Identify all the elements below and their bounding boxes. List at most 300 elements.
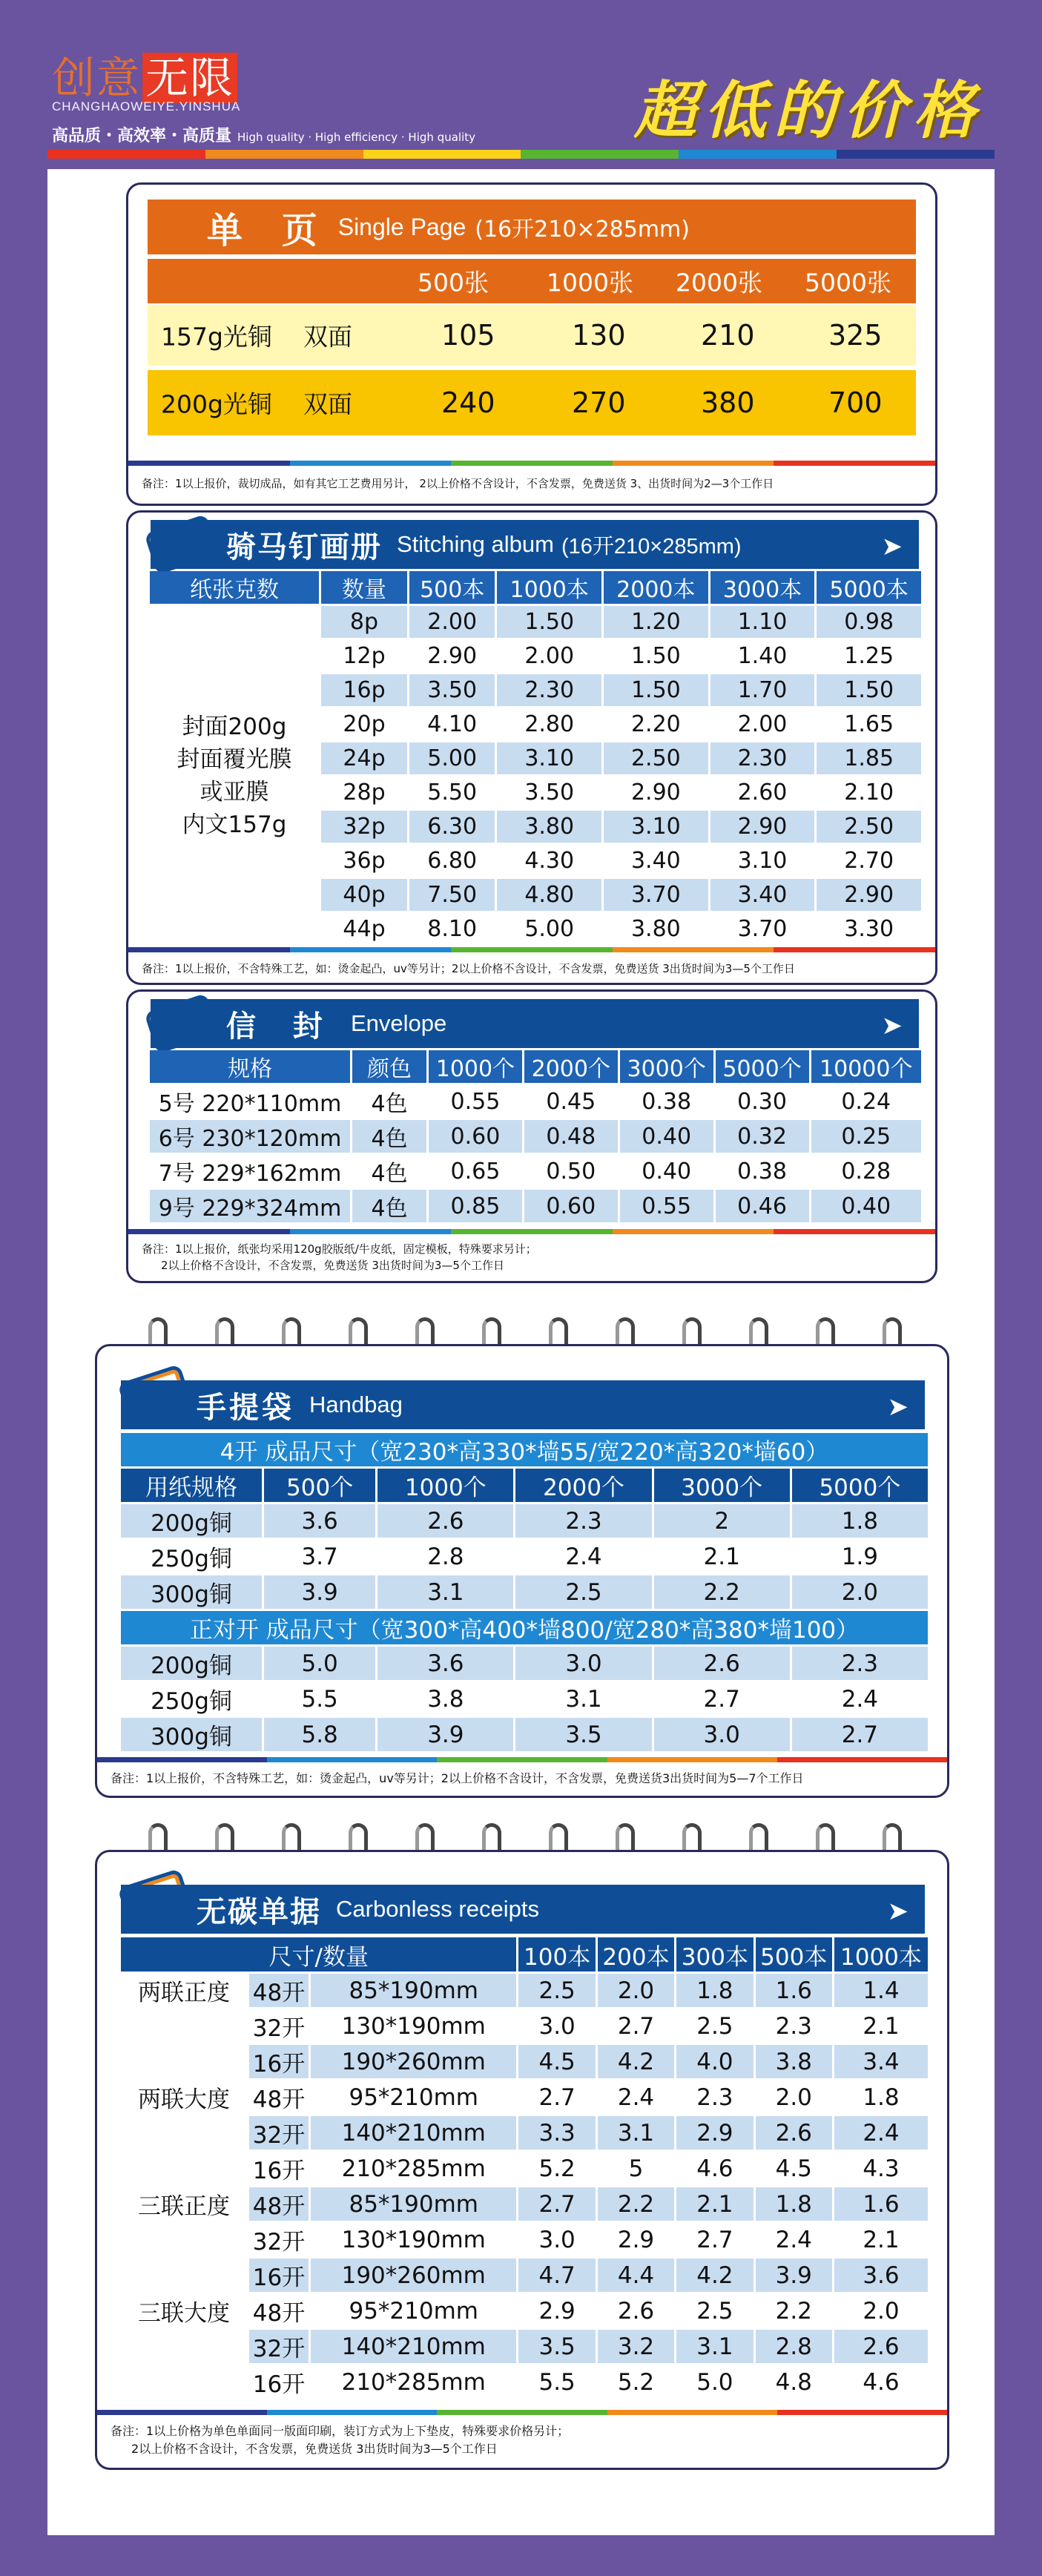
single-page-header xyxy=(148,200,916,254)
price-cell: 0.24 xyxy=(811,1085,922,1118)
paper-spec-line: 封面200g xyxy=(182,713,287,740)
price-cell: 3.50 xyxy=(409,674,495,706)
format-cell: 48开 xyxy=(249,1974,309,2007)
color-stripe xyxy=(97,2410,947,2415)
price-cell: 2.00 xyxy=(710,708,815,740)
price-cell: 0.30 xyxy=(716,1085,809,1118)
price-cell: 2.00 xyxy=(497,640,601,672)
col-header: 规格 xyxy=(150,1050,350,1083)
table-row xyxy=(121,1718,928,1751)
table-row xyxy=(121,2116,928,2150)
price-cell: 2.4 xyxy=(834,2116,928,2150)
price-cell: 3.6 xyxy=(377,1647,513,1680)
price-cell: 3.4 xyxy=(834,2045,928,2078)
form-type-cell xyxy=(121,2045,247,2078)
envelope-header xyxy=(151,999,919,1048)
table-row xyxy=(121,2009,928,2043)
logo-main-text: 创意 xyxy=(52,53,142,103)
price-cell: 3.6 xyxy=(834,2259,928,2292)
col-header: 纸张克数 xyxy=(150,571,319,604)
dimension-cell: 130*190mm xyxy=(311,2223,516,2256)
single-page-size: (16开210×285mm) xyxy=(475,217,690,243)
price-cell: 0.48 xyxy=(524,1120,618,1153)
price-cell: 2.2 xyxy=(654,1575,790,1609)
format-cell: 16开 xyxy=(249,2045,309,2078)
envelope-size-cell: 7号 229*162mm xyxy=(150,1155,350,1187)
price-cell: 1.25 xyxy=(817,640,921,672)
price-cell: 2.3 xyxy=(792,1647,928,1680)
price-cell: 3.0 xyxy=(518,2223,595,2256)
col-header: 用纸规格 xyxy=(121,1469,262,1502)
price-cell: 2.4 xyxy=(756,2223,832,2256)
price-cell: 3.5 xyxy=(518,2330,595,2363)
col-header: 3000个 xyxy=(654,1469,790,1502)
dimension-cell: 140*210mm xyxy=(311,2330,516,2363)
table-row xyxy=(121,2223,928,2256)
envelope-title-en: Envelope xyxy=(350,1010,447,1036)
price-cell: 2.8 xyxy=(377,1540,513,1573)
single-page-row-157g xyxy=(148,305,916,366)
table-row xyxy=(121,1575,928,1609)
dimension-cell: 140*210mm xyxy=(311,2116,516,2150)
price-cell: 2.20 xyxy=(604,708,708,740)
price-cell: 5.2 xyxy=(598,2365,674,2399)
price-cell: 2.5 xyxy=(515,1575,651,1609)
price-cell: 2.6 xyxy=(834,2330,928,2363)
table-row xyxy=(121,1974,928,2007)
single-page-card xyxy=(126,182,937,506)
price-cell: 1.8 xyxy=(834,2081,928,2114)
col-header: 5000个 xyxy=(792,1469,928,1502)
envelope-note-2: 2以上价格不含设计，不含发票，免费送货 3出货时间为3—5个工作日 xyxy=(161,1259,504,1272)
price-cell: 2.4 xyxy=(515,1540,651,1573)
form-type-cell xyxy=(121,2330,247,2363)
format-cell: 16开 xyxy=(249,2259,309,2292)
price-cell: 3.40 xyxy=(710,879,815,911)
price-cell: 5.00 xyxy=(409,742,495,774)
price-cell: 2.4 xyxy=(598,2081,674,2114)
col-header: 500本 xyxy=(409,571,495,604)
price-cell: 3.70 xyxy=(604,879,708,911)
price-cell: 1.8 xyxy=(756,2187,832,2221)
header-color-bar xyxy=(47,150,995,159)
price-cell: 4.4 xyxy=(598,2259,674,2292)
col-header: 3000本 xyxy=(710,571,815,604)
page-count-cell: 12p xyxy=(321,640,407,672)
dimension-cell: 190*260mm xyxy=(311,2045,516,2078)
table-row xyxy=(121,2187,928,2221)
price-cell: 2.6 xyxy=(598,2294,674,2328)
col-header: 200本 xyxy=(598,1937,674,1971)
price-cell: 3.8 xyxy=(377,1682,513,1716)
price-cell: 1.65 xyxy=(817,708,921,740)
price-cell: 2.10 xyxy=(817,777,921,808)
price-cell: 2.60 xyxy=(710,777,815,808)
tagline-title: 超低的价格 xyxy=(633,73,983,147)
price-cell: 1.50 xyxy=(604,640,708,672)
col-header: 500本 xyxy=(756,1937,832,1971)
paper-spec-cell: 200g铜 xyxy=(121,1647,262,1680)
dimension-cell: 85*190mm xyxy=(311,2187,516,2221)
price-cell: 3.3 xyxy=(518,2116,595,2150)
price-cell: 2.3 xyxy=(676,2081,753,2114)
dimension-cell: 210*285mm xyxy=(311,2365,516,2399)
table-row xyxy=(121,2330,928,2363)
price-cell: 5.00 xyxy=(497,913,601,945)
price-cell: 3.1 xyxy=(676,2330,753,2363)
dimension-cell: 130*190mm xyxy=(311,2009,516,2043)
color-cell: 4色 xyxy=(352,1085,426,1118)
price-cell: 3.80 xyxy=(604,913,708,945)
price-cell: 2.0 xyxy=(756,2081,832,2114)
price-cell: 5.0 xyxy=(676,2365,753,2399)
price-cell: 2.6 xyxy=(377,1504,513,1538)
price-cell: 210 xyxy=(701,319,755,352)
price-cell: 3.8 xyxy=(756,2045,832,2078)
color-cell: 4色 xyxy=(352,1155,426,1187)
price-cell: 3.9 xyxy=(264,1575,375,1609)
price-cell: 2.90 xyxy=(409,640,495,672)
price-cell: 2.70 xyxy=(817,845,921,877)
price-cell: 6.30 xyxy=(409,811,495,843)
price-cell: 3.1 xyxy=(515,1682,651,1716)
carbonless-table xyxy=(119,1935,930,2401)
envelope-title-zh: 信 封 xyxy=(226,1009,336,1044)
price-cell: 3.70 xyxy=(710,913,815,945)
price-cell: 130 xyxy=(572,319,626,352)
single-page-title-en: Single Page xyxy=(337,213,466,240)
paper-spec-cell: 250g铜 xyxy=(121,1682,262,1716)
form-type-cell: 三联大度 xyxy=(121,2294,247,2328)
col-header: 数量 xyxy=(321,571,407,604)
format-cell: 32开 xyxy=(249,2330,309,2363)
slogan-zh: 高品质・高效率・高质量 xyxy=(52,127,232,145)
price-cell: 4.80 xyxy=(497,879,601,911)
price-cell: 0.45 xyxy=(524,1085,618,1118)
handbag-header xyxy=(121,1380,925,1429)
color-stripe xyxy=(128,461,935,466)
page-count-cell: 24p xyxy=(321,742,407,774)
price-cell: 2.6 xyxy=(654,1647,790,1680)
page-count-cell: 20p xyxy=(321,708,407,740)
logo-subtitle: CHANGHAOWEIYE.YINSHUA xyxy=(52,99,241,113)
form-type-cell xyxy=(121,2259,247,2292)
page-count-cell: 16p xyxy=(321,674,407,706)
price-cell: 2.00 xyxy=(409,606,495,638)
price-cell: 270 xyxy=(572,386,626,419)
price-cell: 5.0 xyxy=(264,1647,375,1680)
envelope-size-cell: 5号 220*110mm xyxy=(150,1085,350,1118)
cursor-icon: ➤ xyxy=(881,532,903,561)
page-count-cell: 8p xyxy=(321,606,407,638)
price-cell: 2.90 xyxy=(710,811,815,843)
form-type-cell xyxy=(121,2116,247,2150)
price-cell: 2.2 xyxy=(756,2294,832,2328)
price-cell: 0.65 xyxy=(429,1155,522,1187)
price-cell: 2.1 xyxy=(676,2187,753,2221)
paper-type: 200g光铜 xyxy=(161,389,272,419)
brand-slogan xyxy=(52,123,475,146)
price-cell: 2.5 xyxy=(676,2009,753,2043)
col-header: 500个 xyxy=(264,1469,375,1502)
paper-spec-line: 封面覆光膜 xyxy=(177,745,292,773)
col-500: 500张 xyxy=(418,268,489,297)
price-cell: 2.1 xyxy=(654,1540,790,1573)
handbag-note: 备注：1以上报价，不含特殊工艺，如：烫金起凸，uv等另计；2以上价格不含设计，不含发票，免费送货3出货时间为5—7个工作日 xyxy=(111,1771,804,1785)
price-cell: 5.2 xyxy=(518,2152,595,2185)
price-cell: 3.50 xyxy=(497,777,601,808)
print-side: 双面 xyxy=(303,322,352,352)
price-cell: 2.9 xyxy=(598,2223,674,2256)
paper-spec-cell: 200g铜 xyxy=(121,1504,262,1538)
price-cell: 1.40 xyxy=(710,640,815,672)
color-cell: 4色 xyxy=(352,1120,426,1153)
stitching-size: (16开210×285mm) xyxy=(561,534,742,559)
price-cell: 0.40 xyxy=(620,1120,713,1153)
col-header: 2000本 xyxy=(604,571,708,604)
price-cell: 1.70 xyxy=(710,674,815,706)
paper-spec-cell: 300g铜 xyxy=(121,1575,262,1609)
paper-spec-cell xyxy=(150,606,319,945)
cursor-icon: ➤ xyxy=(887,1392,909,1422)
single-page-note: 备注：1以上报价，裁切成品，如有其它工艺费用另计， 2以上价格不含设计，不含发票，免费送货 3、出货时间为2—3个工作日 xyxy=(142,477,774,490)
col-header: 3000个 xyxy=(620,1050,713,1083)
form-type-cell: 三联正度 xyxy=(121,2187,247,2221)
dimension-cell: 85*190mm xyxy=(311,1974,516,2007)
price-cell: 3.40 xyxy=(604,845,708,877)
price-cell: 5.8 xyxy=(264,1718,375,1751)
price-cell: 2.6 xyxy=(756,2116,832,2150)
page-count-cell: 28p xyxy=(321,777,407,808)
format-cell: 48开 xyxy=(249,2081,309,2114)
table-row xyxy=(150,1190,921,1222)
price-cell: 1.8 xyxy=(676,1974,753,2007)
price-cell: 1.6 xyxy=(834,2187,928,2221)
price-cell: 1.20 xyxy=(604,606,708,638)
col-header: 1000本 xyxy=(497,571,601,604)
stitching-note: 备注：1以上报价，不含特殊工艺，如：烫金起凸，uv等另计；2以上价格不含设计，不含发票，免费送货 3出货时间为3—5个工作日 xyxy=(142,962,795,975)
price-cell: 0.55 xyxy=(620,1190,713,1222)
price-cell: 7.50 xyxy=(409,879,495,911)
brand-logo xyxy=(52,43,237,105)
single-page-title-zh: 单 页 xyxy=(207,209,331,251)
price-cell: 0.40 xyxy=(811,1190,922,1222)
stitching-table xyxy=(148,569,923,947)
page-count-cell: 32p xyxy=(321,811,407,843)
price-cell: 0.28 xyxy=(811,1155,922,1187)
col-header: 尺寸/数量 xyxy=(121,1937,516,1971)
form-type-cell xyxy=(121,2152,247,2185)
price-cell: 240 xyxy=(441,386,495,419)
price-cell: 2.80 xyxy=(497,708,601,740)
col-header: 颜色 xyxy=(352,1050,426,1083)
carbonless-title-en: Carbonless receipts xyxy=(336,1896,539,1922)
price-cell: 3.10 xyxy=(604,811,708,843)
carbonless-note-1: 备注：1以上价格为单色单面同一版面印刷，装订方式为上下垫皮，特殊要求价格另计； xyxy=(111,2424,570,2438)
price-cell: 0.60 xyxy=(524,1190,618,1222)
cursor-icon: ➤ xyxy=(887,1897,909,1926)
handbag-title-en: Handbag xyxy=(309,1391,403,1417)
price-cell: 5.50 xyxy=(409,777,495,808)
price-cell: 2.7 xyxy=(518,2081,595,2114)
col-header: 2000个 xyxy=(515,1469,651,1502)
price-cell: 2.7 xyxy=(676,2223,753,2256)
col-header: 300本 xyxy=(676,1937,753,1971)
price-cell: 4.5 xyxy=(518,2045,595,2078)
table-row xyxy=(121,1682,928,1716)
price-cell: 5 xyxy=(598,2152,674,2185)
price-cell: 4.6 xyxy=(834,2365,928,2399)
price-cell: 2.5 xyxy=(676,2294,753,2328)
table-row xyxy=(121,2259,928,2292)
col-2000: 2000张 xyxy=(676,268,762,297)
logo-highlight-text: 无限 xyxy=(142,53,237,103)
format-cell: 16开 xyxy=(249,2152,309,2185)
price-cell: 1.10 xyxy=(710,606,815,638)
price-cell: 3.2 xyxy=(598,2330,674,2363)
price-cell: 2.9 xyxy=(676,2116,753,2150)
price-cell: 2.3 xyxy=(515,1504,651,1538)
table-row xyxy=(150,606,921,638)
price-cell: 0.40 xyxy=(620,1155,713,1187)
color-stripe xyxy=(128,947,935,952)
stitching-header xyxy=(151,520,919,569)
stitching-title-en: Stitching album xyxy=(397,531,554,557)
price-cell: 3.0 xyxy=(654,1718,790,1751)
col-header: 1000本 xyxy=(834,1937,928,1971)
price-cell: 3.6 xyxy=(264,1504,375,1538)
price-cell: 2.8 xyxy=(756,2330,832,2363)
handbag-title-zh: 手提袋 xyxy=(197,1390,294,1425)
price-cell: 700 xyxy=(828,386,883,419)
dimension-cell: 210*285mm xyxy=(311,2152,516,2185)
price-cell: 6.80 xyxy=(409,845,495,877)
price-cell: 0.38 xyxy=(620,1085,713,1118)
handbag-size-4k: 4开 成品尺寸（宽230*高330*墙55/宽220*高320*墙60） xyxy=(121,1433,928,1466)
table-row xyxy=(150,1120,921,1153)
price-cell: 2.50 xyxy=(604,742,708,774)
format-cell: 48开 xyxy=(249,2187,309,2221)
paper-spec-cell: 300g铜 xyxy=(121,1718,262,1751)
price-cell: 4.2 xyxy=(676,2259,753,2292)
price-cell: 0.98 xyxy=(817,606,921,638)
price-cell: 3.30 xyxy=(817,913,921,945)
format-cell: 16开 xyxy=(249,2365,309,2399)
price-cell: 2.30 xyxy=(497,674,601,706)
price-cell: 4.0 xyxy=(676,2045,753,2078)
col-header: 5000本 xyxy=(817,571,921,604)
price-cell: 3.9 xyxy=(377,1718,513,1751)
price-cell: 2.7 xyxy=(654,1682,790,1716)
price-cell: 1.6 xyxy=(756,1974,832,2007)
table-row xyxy=(121,1504,928,1538)
form-type-cell xyxy=(121,2365,247,2399)
col-header: 10000个 xyxy=(811,1050,922,1083)
carbonless-header xyxy=(121,1885,925,1934)
dimension-cell: 95*210mm xyxy=(311,2294,516,2328)
page-count-cell: 40p xyxy=(321,879,407,911)
format-cell: 32开 xyxy=(249,2223,309,2256)
price-cell: 4.30 xyxy=(497,845,601,877)
col-header: 5000个 xyxy=(716,1050,809,1083)
price-cell: 2.30 xyxy=(710,742,815,774)
price-cell: 4.10 xyxy=(409,708,495,740)
dimension-cell: 190*260mm xyxy=(311,2259,516,2292)
price-cell: 2.0 xyxy=(598,1974,674,2007)
price-cell: 2.0 xyxy=(792,1575,928,1609)
price-cell: 3.80 xyxy=(497,811,601,843)
col-5000: 5000张 xyxy=(805,268,891,297)
price-cell: 2.9 xyxy=(518,2294,595,2328)
price-cell: 2.1 xyxy=(834,2009,928,2043)
color-cell: 4色 xyxy=(352,1190,426,1222)
price-cell: 4.2 xyxy=(598,2045,674,2078)
table-row xyxy=(121,2294,928,2328)
price-cell: 2.7 xyxy=(518,2187,595,2221)
envelope-table xyxy=(148,1048,923,1225)
page-count-cell: 44p xyxy=(321,913,407,945)
price-cell: 2.90 xyxy=(604,777,708,808)
stitching-title-zh: 骑马钉画册 xyxy=(226,530,382,564)
col-1000: 1000张 xyxy=(547,268,633,297)
envelope-size-cell: 9号 229*324mm xyxy=(150,1190,350,1222)
price-cell: 0.38 xyxy=(716,1155,809,1187)
price-cell: 3.0 xyxy=(518,2009,595,2043)
price-cell: 1.50 xyxy=(604,674,708,706)
handbag-card xyxy=(95,1344,949,1798)
price-cell: 4.7 xyxy=(518,2259,595,2292)
cursor-icon: ➤ xyxy=(881,1011,903,1041)
price-cell: 2.2 xyxy=(598,2187,674,2221)
price-cell: 4.3 xyxy=(834,2152,928,2185)
dimension-cell: 95*210mm xyxy=(311,2081,516,2114)
carbonless-card xyxy=(95,1850,949,2470)
price-cell: 3.1 xyxy=(377,1575,513,1609)
price-cell: 1.50 xyxy=(817,674,921,706)
price-cell: 4.8 xyxy=(756,2365,832,2399)
price-cell: 3.10 xyxy=(497,742,601,774)
col-header: 1000个 xyxy=(377,1469,513,1502)
price-cell: 2.5 xyxy=(518,1974,595,2007)
format-cell: 32开 xyxy=(249,2116,309,2150)
carbonless-note-2: 2以上价格不含设计，不含发票，免费送货 3出货时间为3—5个工作日 xyxy=(131,2442,498,2456)
price-cell: 2.0 xyxy=(834,2294,928,2328)
price-cell: 0.60 xyxy=(429,1120,522,1153)
price-cell: 3.10 xyxy=(710,845,815,877)
handbag-size-duikai: 正对开 成品尺寸（宽300*高400*墙800/宽280*高380*墙100） xyxy=(121,1611,928,1644)
single-page-row-200g xyxy=(148,370,916,435)
price-cell: 2.7 xyxy=(792,1718,928,1751)
price-cell: 0.46 xyxy=(716,1190,809,1222)
handbag-table xyxy=(119,1431,930,1753)
price-cell: 105 xyxy=(441,319,495,352)
table-row xyxy=(121,2045,928,2078)
price-cell: 2.1 xyxy=(834,2223,928,2256)
price-cell: 2.3 xyxy=(756,2009,832,2043)
price-cell: 0.55 xyxy=(429,1085,522,1118)
col-header: 1000个 xyxy=(429,1050,522,1083)
page-count-cell: 36p xyxy=(321,845,407,877)
single-page-column-header xyxy=(148,259,916,303)
price-cell: 4.6 xyxy=(676,2152,753,2185)
price-cell: 1.85 xyxy=(817,742,921,774)
price-cell: 0.32 xyxy=(716,1120,809,1153)
price-cell: 2.50 xyxy=(817,811,921,843)
envelope-card xyxy=(126,989,937,1283)
price-cell: 8.10 xyxy=(409,913,495,945)
price-cell: 325 xyxy=(828,319,883,352)
table-row xyxy=(121,1647,928,1680)
